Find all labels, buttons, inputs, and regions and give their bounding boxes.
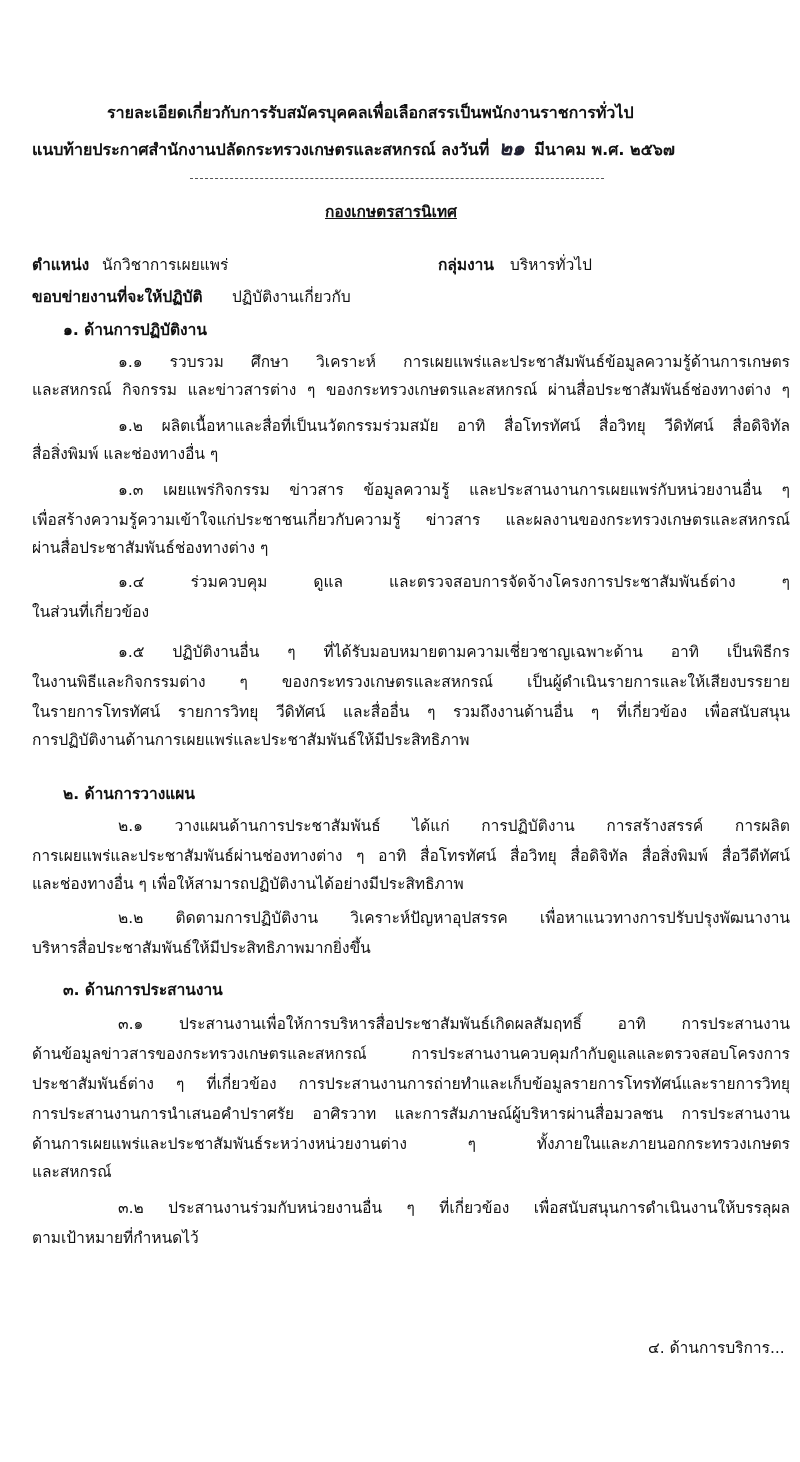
paragraph-line: และช่องทางอื่น ๆ เพื่อให้สามารถปฏิบัติงานได้อย่างมีประสิทธิภาพ — [32, 875, 464, 893]
group-value: บริหารทั่วไป — [510, 256, 592, 274]
paragraph-line: และสหกรณ์ — [32, 1163, 112, 1181]
paragraph-line: ผ่านสื่อประชาสัมพันธ์ช่องทางต่าง ๆ — [32, 539, 269, 557]
title-line2-prefix: แนบท้ายประกาศสำนักงานปลัดกระทรวงเกษตรและสหกรณ์ ลงวันที่ — [32, 140, 490, 159]
paragraph-line: การประสานงานการนำเสนอคำปราศรัย อาศิรวาท และการสัมภาษณ์ผู้บริหารผ่านสื่อมวลชน การประสานงาน — [32, 1105, 790, 1123]
paragraph-line: ๑.๑ รวบรวม ศึกษา วิเคราะห์ การเผยแพร่และประชาสัมพันธ์ข้อมูลความรู้ด้านการเกษตร — [118, 353, 790, 371]
paragraph-line: ในส่วนที่เกี่ยวข้อง — [32, 603, 150, 621]
paragraph-line: สื่อสิ่งพิมพ์ และช่องทางอื่น ๆ — [32, 445, 219, 463]
paragraph-line: ด้านการเผยแพร่และประชาสัมพันธ์ระหว่างหน่วยงานต่าง ๆ ทั้งภายในและภายนอกกระทรวงเกษตร — [32, 1135, 790, 1153]
paragraph-line: ๓.๑ ประสานงานเพื่อให้การบริหารสื่อประชาสัมพันธ์เกิดผลสัมฤทธิ์ อาทิ การประสานงาน — [118, 1015, 790, 1033]
paragraph-line: เพื่อสร้างความรู้ความเข้าใจแก่ประชาชนเกี่ยวกับความรู้ ข่าวสาร และผลงานของกระทรวงเกษตรและสหกรณ์ — [32, 511, 790, 529]
department-heading: กองเกษตรสารนิเทศ — [325, 203, 457, 221]
section-heading: ๑. ด้านการปฏิบัติงาน — [63, 321, 207, 339]
continuation-note: ๔. ด้านการบริการ... — [648, 1339, 785, 1357]
position-value: นักวิชาการเผยแพร่ — [102, 256, 229, 274]
paragraph-line: ในงานพิธีและกิจกรรมต่าง ๆ ของกระทรวงเกษตรและสหกรณ์ เป็นผู้ดำเนินรายการและให้เสียงบรรยาย — [32, 673, 790, 691]
scope-value: ปฏิบัติงานเกี่ยวกับ — [232, 288, 351, 306]
paragraph-line: ๑.๕ ปฏิบัติงานอื่น ๆ ที่ได้รับมอบหมายตามความเชี่ยวชาญเฉพาะด้าน อาทิ เป็นพิธีกร — [118, 643, 790, 661]
paragraph-line: และสหกรณ์ กิจกรรม และข่าวสารต่าง ๆ ของกระทรวงเกษตรและสหกรณ์ ผ่านสื่อประชาสัมพันธ์ช่องทางต่าง ๆ — [32, 381, 790, 399]
paragraph-line: ๓.๒ ประสานงานร่วมกับหน่วยงานอื่น ๆ ที่เกี่ยวข้อง เพื่อสนับสนุนการดำเนินงานให้บรรลุผล — [118, 1199, 790, 1217]
paragraph-line: ๑.๔ ร่วมควบคุม ดูแล และตรวจสอบการจัดจ้างโครงการประชาสัมพันธ์ต่าง ๆ — [118, 573, 790, 591]
section-heading: ๓. ด้านการประสานงาน — [63, 981, 223, 999]
paragraph-line: ๑.๓ เผยแพร่กิจกรรม ข่าวสาร ข้อมูลความรู้ และประสานงานการเผยแพร่กับหน่วยงานอื่น ๆ — [118, 481, 790, 499]
document-title-line2 — [32, 136, 675, 162]
dashed-divider — [190, 178, 604, 179]
group-label: กลุ่มงาน — [438, 256, 494, 274]
title-line2-suffix: มีนาคม พ.ศ. ๒๕๖๗ — [534, 140, 675, 159]
paragraph-line: ๒.๒ ติดตามการปฏิบัติงาน วิเคราะห์ปัญหาอุปสรรค เพื่อหาแนวทางการปรับปรุงพัฒนางาน — [118, 909, 790, 927]
paragraph-line: การปฏิบัติงานด้านการเผยแพร่และประชาสัมพันธ์ให้มีประสิทธิภาพ — [32, 731, 470, 749]
paragraph-line: ในรายการโทรทัศน์ รายการวิทยุ วีดิทัศน์ และสื่ออื่น ๆ รวมถึงงานด้านอื่น ๆ ที่เกี่ยวข้อง เพื่อสนับสนุน — [32, 703, 790, 721]
paragraph-line: ๑.๒ ผลิตเนื้อหาและสื่อที่เป็นนวัตกรรมร่วมสมัย อาทิ สื่อโทรทัศน์ สื่อวิทยุ วีดิทัศน์ สื่อดิจิทัล — [118, 417, 790, 435]
paragraph-line: บริหารสื่อประชาสัมพันธ์ให้มีประสิทธิภาพมากยิ่งขึ้น — [32, 939, 371, 957]
paragraph-line: ด้านข้อมูลข่าวสารของกระทรวงเกษตรและสหกรณ์ การประสานงานควบคุมกำกับดูแลและตรวจสอบโครงการ — [32, 1045, 790, 1063]
paragraph-line: การเผยแพร่และประชาสัมพันธ์ผ่านช่องทางต่าง ๆ อาทิ สื่อโทรทัศน์ สื่อวิทยุ สื่อดิจิทัล สื่อสิ่งพิมพ์ สื่อวีดีทัศน์ — [32, 847, 790, 865]
paragraph-line: ตามเป้าหมายที่กำหนดไว้ — [32, 1229, 199, 1247]
position-label: ตำแหน่ง — [32, 256, 90, 274]
handwritten-day: ๒๑ — [498, 136, 525, 160]
scope-label: ขอบข่ายงานที่จะให้ปฏิบัติ — [32, 288, 203, 306]
paragraph-line: ประชาสัมพันธ์ต่าง ๆ ที่เกี่ยวข้อง การประสานงานการถ่ายทำและเก็บข้อมูลรายการโทรทัศน์และรายการวิทยุ — [32, 1075, 790, 1093]
paragraph-line: ๒.๑ วางแผนด้านการประชาสัมพันธ์ ได้แก่ การปฏิบัติงาน การสร้างสรรค์ การผลิต — [118, 817, 790, 835]
document-title-line1: รายละเอียดเกี่ยวกับการรับสมัครบุคคลเพื่อเลือกสรรเป็นพนักงานราชการทั่วไป — [107, 103, 634, 122]
section-heading: ๒. ด้านการวางแผน — [63, 785, 195, 803]
